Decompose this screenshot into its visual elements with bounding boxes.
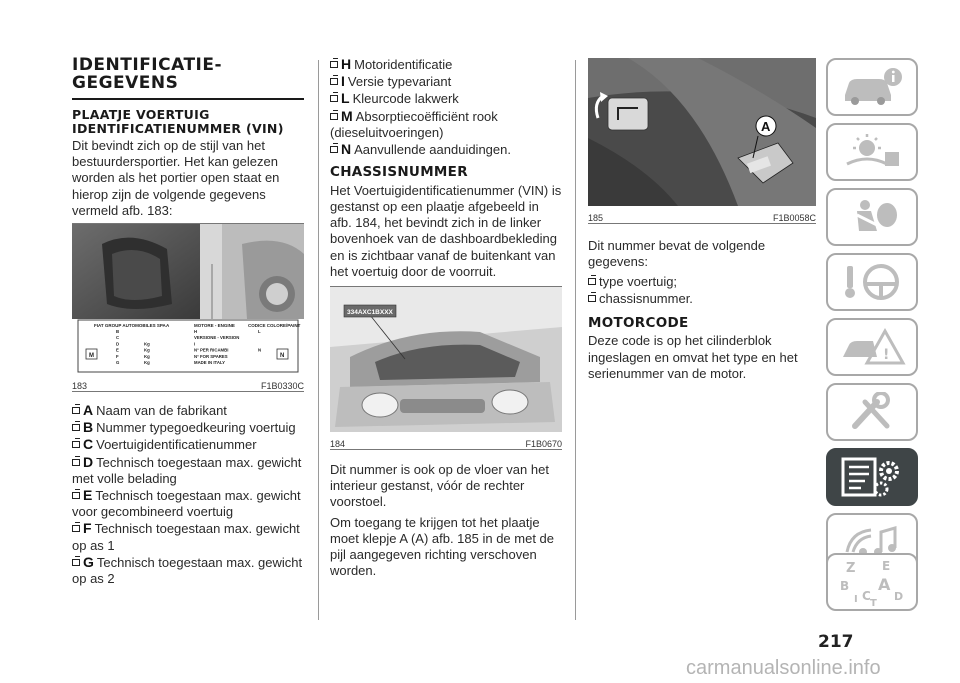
plate-header-a: A bbox=[166, 323, 170, 329]
plate-header-right: CODICE COLORE/PAINT bbox=[248, 323, 301, 329]
legend-text: Technisch toegestaan max. gewicht met volle belading bbox=[72, 454, 302, 486]
bullet-icon bbox=[72, 459, 80, 466]
plate-legend-list bbox=[72, 402, 304, 587]
chassis-paragraph-2: Dit nummer is ook op de vloer van het interieur gestanst, vóór de rechter voorstoel. bbox=[330, 461, 549, 510]
figure-185-marker: A bbox=[761, 119, 771, 134]
plate-row-letter: B bbox=[116, 329, 120, 335]
plate-row-letter: E bbox=[116, 347, 119, 353]
section-heading-line-2: GEGEVENS bbox=[72, 73, 179, 93]
plate-row-letter: C bbox=[116, 335, 120, 341]
legend-text: Aanvullende aanduidingen. bbox=[354, 142, 511, 158]
bullet-icon bbox=[72, 525, 80, 532]
tab-emergency[interactable] bbox=[826, 318, 918, 376]
floor-flap-illustration bbox=[588, 58, 816, 206]
index-letter: I bbox=[854, 594, 858, 605]
legend-key: M bbox=[341, 107, 353, 124]
key-steering-icon bbox=[837, 262, 907, 302]
alphabetical-index-icon bbox=[832, 556, 912, 608]
legend-key: L bbox=[341, 90, 350, 107]
technical-data-icon bbox=[837, 455, 907, 499]
figure-184-caption bbox=[330, 437, 562, 449]
bullet-icon bbox=[330, 78, 338, 85]
column-1 bbox=[72, 56, 304, 587]
vin-contents-paragraph: Dit nummer bevat de volgende gegevens: bbox=[588, 238, 766, 270]
legend-key: C bbox=[83, 436, 94, 453]
svg-text:!: ! bbox=[883, 347, 890, 363]
legend-item bbox=[330, 90, 562, 107]
bullet-icon bbox=[72, 492, 80, 499]
column-divider-1 bbox=[318, 60, 319, 620]
plate-row-unit: Kg bbox=[144, 347, 150, 353]
plate-row-letter: G bbox=[116, 360, 120, 366]
legend-item bbox=[72, 487, 304, 520]
breakdown-warning-icon bbox=[837, 327, 907, 367]
windshield-vin-illustration bbox=[330, 287, 562, 432]
legend-text: Technisch toegestaan max. gewicht op as 1 bbox=[72, 521, 300, 553]
bullet-icon bbox=[72, 441, 80, 448]
legend-key: I bbox=[341, 73, 345, 90]
wrench-icon bbox=[837, 392, 907, 432]
figure-code: F1B0330C bbox=[260, 381, 304, 392]
index-letter: D bbox=[894, 590, 904, 603]
car-info-icon bbox=[837, 67, 907, 107]
legend-item bbox=[330, 141, 562, 158]
plate-row-letter: D bbox=[116, 341, 120, 347]
bullet-icon bbox=[330, 146, 338, 153]
plate-header-mid: MOTORE - ENGINE bbox=[194, 323, 235, 329]
plate-box-n: N bbox=[280, 353, 285, 360]
plate-row-unit: Kg bbox=[144, 341, 150, 347]
plate-row-right-text: VERSIONE - VERSION bbox=[194, 335, 240, 341]
chassis-paragraph-3: Om toegang te krijgen tot het plaatje moet klepje A (A) afb. 185 in de met de pijl aangegeven richting verschoven worden. bbox=[330, 514, 555, 579]
chassis-paragraph-1: Het Voertuigidentificatienummer (VIN) is gestanst op een plaatje afgebeeld in afb. 184, het bevindt zich in de linker bovenhoek van de dashboardbekleding en is zichtbaar vanaf de buitenkant van het voertuig door de voorruit. bbox=[330, 182, 562, 279]
bullet-icon bbox=[72, 407, 80, 414]
index-letter: C bbox=[862, 589, 871, 603]
legend-item bbox=[72, 554, 304, 587]
figure-185-caption bbox=[588, 211, 816, 223]
plate-row-right-text: N° PER RICAMBI bbox=[194, 347, 229, 353]
legend-key: H bbox=[341, 56, 352, 72]
figure-number: 183 bbox=[72, 381, 88, 392]
bullet-icon bbox=[588, 295, 596, 302]
vin-label: 334AXC1BXXX bbox=[347, 308, 393, 316]
legend-key: B bbox=[83, 419, 94, 436]
plate-row-right-text: N° FOR SPARES bbox=[194, 353, 228, 359]
legend-key: N bbox=[341, 141, 352, 158]
watermark: carmanualsonline.info bbox=[686, 657, 881, 679]
intro-paragraph: Dit bevindt zich op de stijl van het bestuurdersportier. Het kan gelezen worden als het portier open staat en hierop zijn de volgende gegevens vermeld afb. 183: bbox=[72, 138, 280, 218]
tab-technical-data[interactable] bbox=[826, 448, 918, 506]
section-heading bbox=[72, 56, 304, 92]
page-number: 217 bbox=[818, 632, 854, 652]
door-pillar-plate-illustration bbox=[72, 224, 304, 374]
tab-index[interactable] bbox=[826, 553, 918, 611]
plate-row-unit: Kg bbox=[144, 353, 150, 359]
figure-184 bbox=[330, 286, 562, 450]
tab-safety[interactable] bbox=[826, 188, 918, 246]
legend-item bbox=[72, 402, 304, 419]
plate-row-right-letter: H bbox=[194, 329, 198, 335]
index-letter: B bbox=[840, 579, 850, 593]
legend-text: Naam van de fabrikant bbox=[96, 403, 227, 419]
list-item bbox=[588, 291, 816, 307]
legend-text: Motoridentificatie bbox=[354, 57, 453, 72]
bullet-icon bbox=[72, 424, 80, 431]
legend-text: Kleurcode lakwerk bbox=[352, 91, 459, 107]
dashboard-lights-icon bbox=[837, 132, 907, 172]
figure-183 bbox=[72, 223, 304, 392]
tab-dashboard[interactable] bbox=[826, 123, 918, 181]
legend-text: Technisch toegestaan max. gewicht voor gecombineerd voertuig bbox=[72, 488, 301, 520]
index-letter: T bbox=[870, 598, 877, 608]
legend-key: F bbox=[83, 520, 92, 537]
bullet-icon bbox=[330, 61, 338, 68]
index-letter: E bbox=[882, 559, 891, 573]
subheading-chassisnummer: CHASSISNUMMER bbox=[330, 164, 468, 181]
list-item-text: chassisnummer. bbox=[599, 290, 693, 306]
legend-item bbox=[72, 520, 304, 553]
plate-row-far: L bbox=[258, 329, 261, 335]
legend-key: G bbox=[83, 553, 94, 570]
tab-getting-to-know-car[interactable] bbox=[826, 58, 918, 116]
subheading-vin-plate: PLAATJE VOERTUIG IDENTIFICATIENUMMER (VIN) bbox=[72, 107, 284, 136]
legend-item bbox=[330, 108, 562, 141]
plate-header-left: FIAT GROUP AUTOMOBILES SPA bbox=[94, 323, 166, 329]
bullet-icon bbox=[72, 559, 80, 566]
figure-185 bbox=[588, 58, 816, 224]
legend-key: D bbox=[83, 453, 94, 470]
legend-text: Voertuigidentificatienummer bbox=[96, 437, 257, 453]
legend-item bbox=[330, 73, 562, 90]
plate-row-right-letter: I bbox=[194, 341, 196, 347]
figure-code: F1B0670 bbox=[525, 438, 562, 449]
figure-183-caption bbox=[72, 379, 304, 391]
column-3 bbox=[588, 58, 816, 386]
figure-number: 184 bbox=[330, 438, 346, 449]
plate-legend-list-continued bbox=[330, 56, 562, 158]
column-divider-2 bbox=[575, 60, 576, 620]
legend-text: Absorptiecoëfficiënt rook (dieseluitvoeringen) bbox=[330, 108, 498, 140]
plate-row-right-text: MADE IN ITALY bbox=[194, 360, 226, 366]
legend-item bbox=[72, 454, 304, 487]
legend-key: A bbox=[83, 402, 94, 419]
index-letter: Z bbox=[846, 561, 856, 576]
index-letter: A bbox=[878, 575, 891, 594]
motorcode-paragraph: Deze code is op het cilinderblok ingeslagen en omvat het type en het serienummer van de motor. bbox=[588, 333, 798, 381]
bullet-icon bbox=[588, 278, 596, 285]
plate-box-m: M bbox=[89, 353, 94, 360]
plate-row-letter: F bbox=[116, 353, 119, 359]
tab-starting-driving[interactable] bbox=[826, 253, 918, 311]
legend-text: Nummer typegoedkeuring voertuig bbox=[96, 420, 296, 436]
legend-text: Versie typevariant bbox=[347, 74, 452, 90]
bullet-icon bbox=[330, 95, 338, 102]
vin-contents-list bbox=[588, 274, 816, 306]
list-item bbox=[588, 274, 816, 290]
figure-number: 185 bbox=[588, 213, 604, 223]
section-heading-line-1: IDENTIFICATIE- bbox=[72, 55, 223, 75]
legend-item bbox=[72, 436, 304, 453]
legend-key: E bbox=[83, 487, 93, 504]
plate-row-far: N bbox=[258, 347, 262, 353]
legend-text: Technisch toegestaan max. gewicht op as 2 bbox=[72, 554, 303, 587]
heading-rule bbox=[72, 98, 304, 100]
legend-item bbox=[330, 56, 562, 73]
plate-row-unit: Kg bbox=[144, 360, 150, 366]
tab-maintenance[interactable] bbox=[826, 383, 918, 441]
subheading-motorcode: MOTORCODE bbox=[588, 314, 689, 331]
figure-code: F1B0058C bbox=[772, 213, 816, 223]
bullet-icon bbox=[330, 113, 338, 120]
column-2 bbox=[330, 56, 562, 583]
airbag-seat-icon bbox=[837, 197, 907, 237]
list-item-text: type voertuig; bbox=[599, 274, 678, 290]
legend-item bbox=[72, 419, 304, 436]
